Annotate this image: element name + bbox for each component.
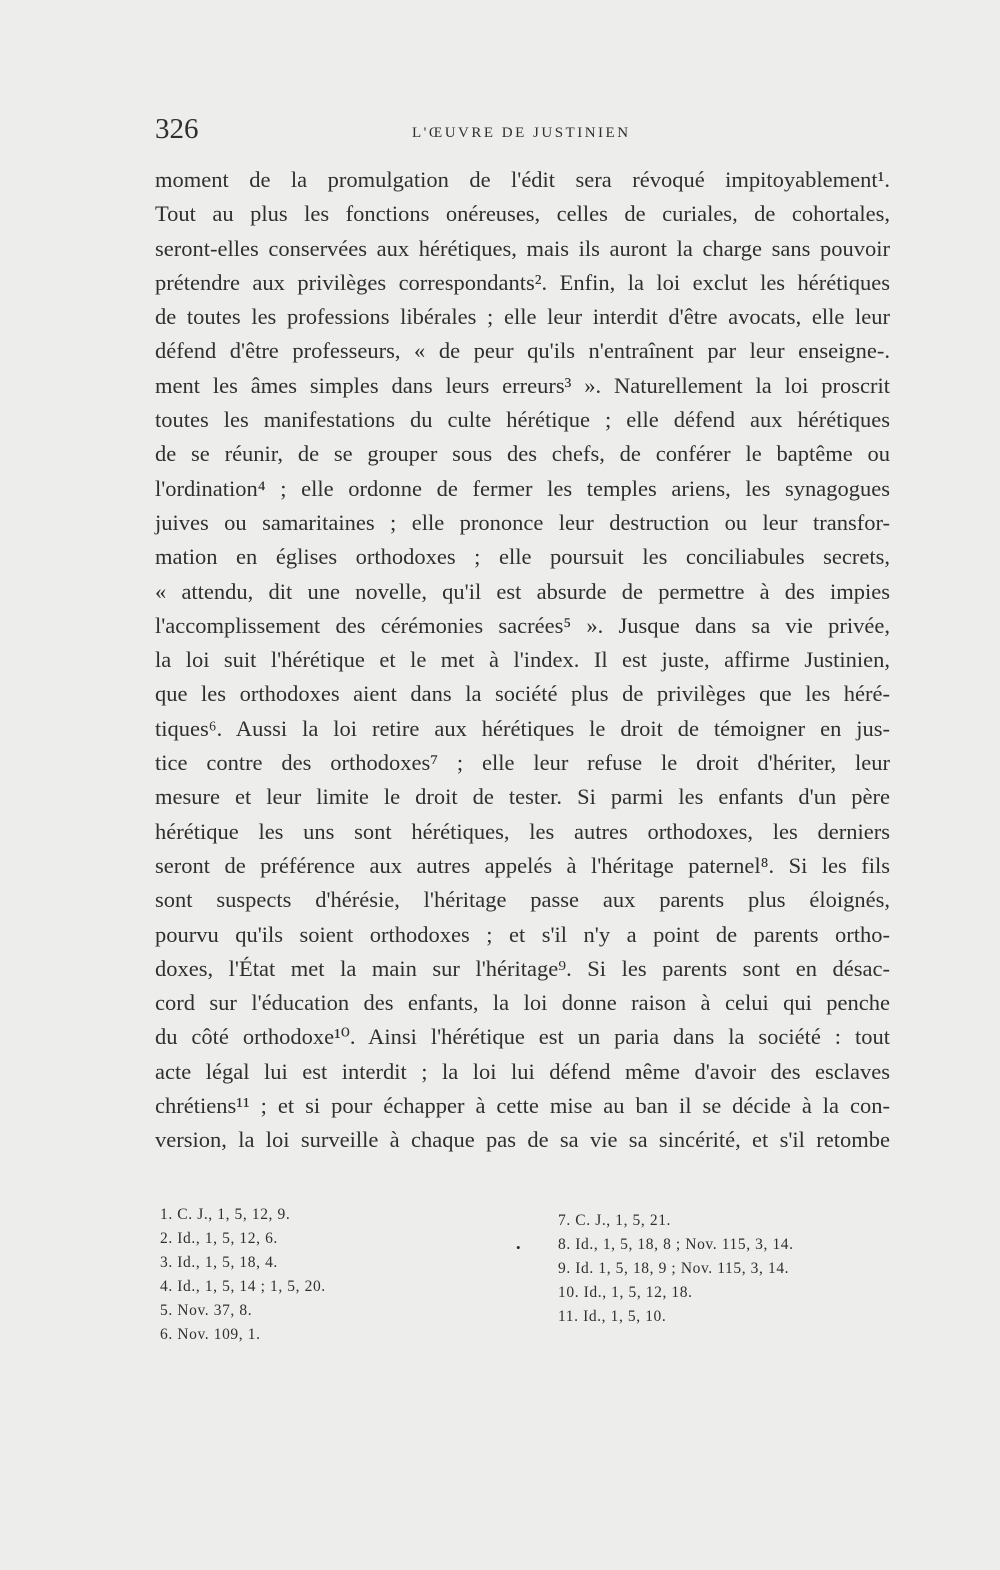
- text-line: l'ordination⁴ ; elle ordonne de fermer les temples ariens, les synagogues: [155, 475, 890, 501]
- footnote: 11. Id., 1, 5, 10.: [558, 1308, 667, 1325]
- footnote: 2. Id., 1, 5, 12, 6.: [160, 1230, 278, 1247]
- text-line: mesure et leur limite le droit de tester. Si parmi les enfants d'un père: [155, 784, 890, 810]
- text-line: sont suspects d'hérésie, l'héritage passe aux parents plus éloignés,: [155, 887, 890, 913]
- text-line: toutes les manifestations du culte hérétique ; elle défend aux hérétiques: [155, 407, 890, 433]
- text-line: chrétiens¹¹ ; et si pour échapper à cette mise au ban il se décide à la con-: [155, 1093, 890, 1119]
- footnotes-left-column: [160, 1203, 490, 1347]
- text-line: pourvu qu'ils soient orthodoxes ; et s'il n'y a point de parents ortho-: [155, 921, 890, 947]
- text-line: seront-elles conservées aux hérétiques, mais ils auront la charge sans pouvoir: [155, 235, 890, 261]
- footnote: 4. Id., 1, 5, 14 ; 1, 5, 20.: [160, 1278, 326, 1295]
- footnote: 1. C. J., 1, 5, 12, 9.: [160, 1206, 291, 1223]
- text-line: défend d'être professeurs, « de peur qu'ils n'entraînent par leur enseigne-.: [155, 338, 890, 364]
- footnote: 3. Id., 1, 5, 18, 4.: [160, 1254, 278, 1271]
- footnote: 7. C. J., 1, 5, 21.: [558, 1212, 672, 1229]
- text-line: hérétique les uns sont hérétiques, les autres orthodoxes, les derniers: [155, 818, 890, 844]
- footnote: 6. Nov. 109, 1.: [160, 1326, 261, 1343]
- text-line: juives ou samaritaines ; elle prononce leur destruction ou leur transfor-: [155, 509, 890, 535]
- running-title: L'ŒUVRE DE JUSTINIEN: [412, 125, 631, 141]
- body-text: [155, 163, 890, 1158]
- text-line: « attendu, dit une novelle, qu'il est absurde de permettre à des impies: [155, 578, 890, 604]
- text-line: tice contre des orthodoxes⁷ ; elle leur refuse le droit d'hériter, leur: [155, 750, 890, 776]
- text-line: mation en églises orthodoxes ; elle poursuit les conciliabules secrets,: [155, 544, 890, 570]
- text-line: version, la loi surveille à chaque pas de sa vie sa sincérité, et s'il retombe: [155, 1127, 890, 1153]
- text-line: acte légal lui est interdit ; la loi lui défend même d'avoir des esclaves: [155, 1058, 890, 1084]
- text-line: Tout au plus les fonctions onéreuses, celles de curiales, de cohortales,: [155, 201, 890, 227]
- text-line: l'accomplissement des cérémonies sacrées⁵ ». Jusque dans sa vie privée,: [155, 612, 890, 638]
- footnotes-right-column: [516, 1209, 890, 1329]
- text-line: ment les âmes simples dans leurs erreurs³ ». Naturellement la loi proscrit: [155, 372, 890, 398]
- footnote: 8. Id., 1, 5, 18, 8 ; Nov. 115, 3, 14.: [558, 1236, 794, 1253]
- text-line: doxes, l'État met la main sur l'héritage⁹. Si les parents sont en désac-: [155, 955, 890, 981]
- footnote: 9. Id. 1, 5, 18, 9 ; Nov. 115, 3, 14.: [558, 1260, 790, 1277]
- text-line: de se réunir, de se grouper sous des chefs, de conférer le baptême ou: [155, 441, 890, 467]
- text-line: cord sur l'éducation des enfants, la loi donne raison à celui qui penche: [155, 990, 890, 1016]
- text-line: prétendre aux privilèges correspondants². Enfin, la loi exclut les hérétiques: [155, 269, 890, 295]
- text-line: que les orthodoxes aient dans la société plus de privilèges que les héré-: [155, 681, 890, 707]
- text-line: seront de préférence aux autres appelés à l'héritage paternel⁸. Si les fils: [155, 852, 890, 878]
- text-line: du côté orthodoxe¹⁰. Ainsi l'hérétique est un paria dans la société : tout: [155, 1024, 890, 1050]
- page-number: 326: [155, 113, 199, 145]
- text-line: de toutes les professions libérales ; elle leur interdit d'être avocats, elle leur: [155, 304, 890, 330]
- page-header: [155, 113, 895, 153]
- text-line: la loi suit l'hérétique et le met à l'index. Il est juste, affirme Justinien,: [155, 647, 890, 673]
- footnote: 10. Id., 1, 5, 12, 18.: [558, 1284, 693, 1301]
- footnote: 5. Nov. 37, 8.: [160, 1302, 253, 1319]
- text-line: tiques⁶. Aussi la loi retire aux hérétiques le droit de témoigner en jus-: [155, 715, 890, 741]
- text-line: moment de la promulgation de l'édit sera révoqué impitoyablement¹.: [155, 167, 890, 192]
- bullet-mark: •: [516, 1240, 521, 1255]
